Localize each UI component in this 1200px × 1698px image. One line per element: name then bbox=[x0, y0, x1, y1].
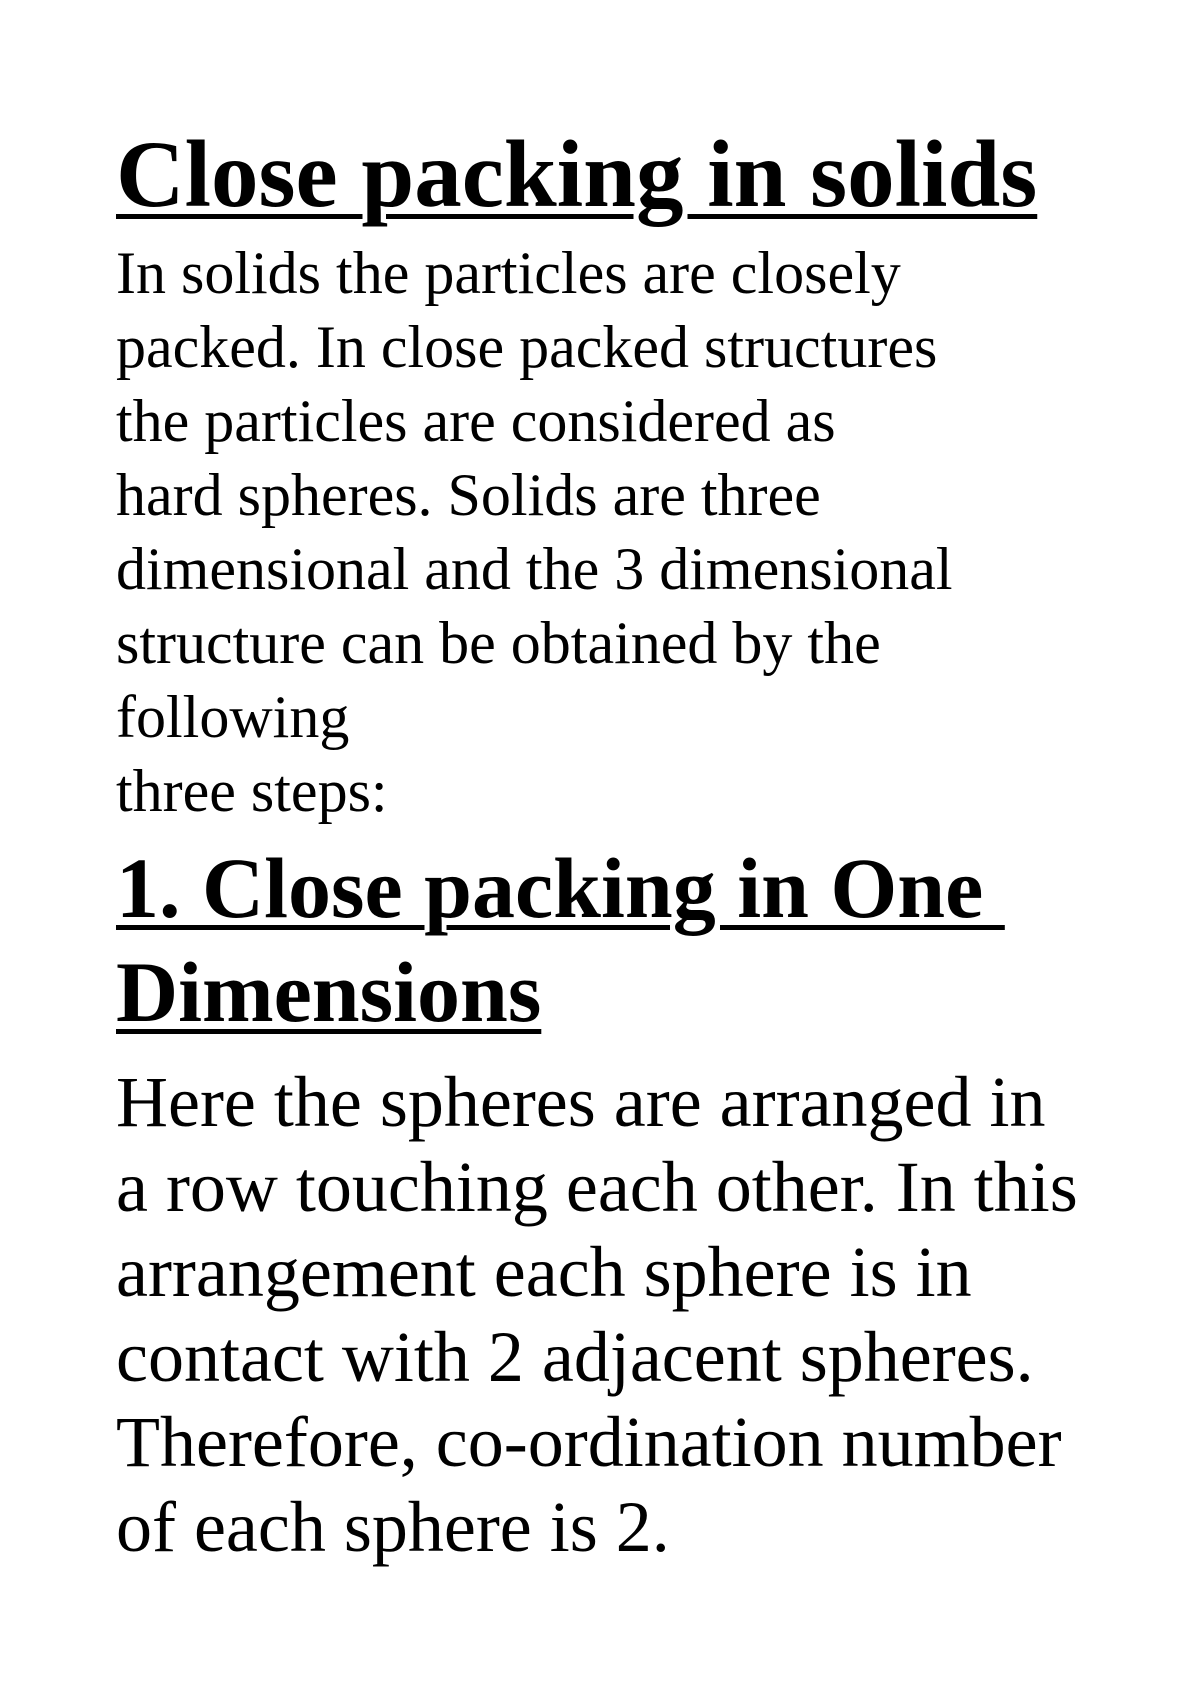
intro-line: packed. In close packed structures bbox=[116, 314, 938, 380]
intro-line: structure can be obtained by the bbox=[116, 610, 881, 676]
section-body-line: contact with 2 adjacent spheres. bbox=[116, 1317, 1034, 1397]
intro-line: dimensional and the 3 dimensional bbox=[116, 536, 953, 602]
section-body-line: Therefore, co-ordination number bbox=[116, 1402, 1062, 1482]
intro-line: In solids the particles are closely bbox=[116, 240, 901, 306]
section-body-line: Here the spheres are arranged in bbox=[116, 1062, 1046, 1142]
section-heading-line: 1. Close packing in One bbox=[116, 840, 1005, 936]
intro-paragraph bbox=[116, 236, 1116, 828]
intro-line: hard spheres. Solids are three bbox=[116, 462, 821, 528]
intro-line: three steps: bbox=[116, 758, 388, 824]
intro-line: following bbox=[116, 684, 350, 750]
document-title: Close packing in solids bbox=[116, 121, 1038, 227]
section-body-line: of each sphere is 2. bbox=[116, 1487, 670, 1567]
section-body-line: a row touching each other. In this bbox=[116, 1147, 1078, 1227]
intro-line: the particles are considered as bbox=[116, 388, 836, 454]
document-page bbox=[116, 122, 1116, 1570]
section-body-line: arrangement each sphere is in bbox=[116, 1232, 972, 1312]
section-heading bbox=[116, 836, 1116, 1044]
section-body-paragraph bbox=[116, 1060, 1116, 1570]
section-heading-line: Dimensions bbox=[116, 944, 542, 1040]
